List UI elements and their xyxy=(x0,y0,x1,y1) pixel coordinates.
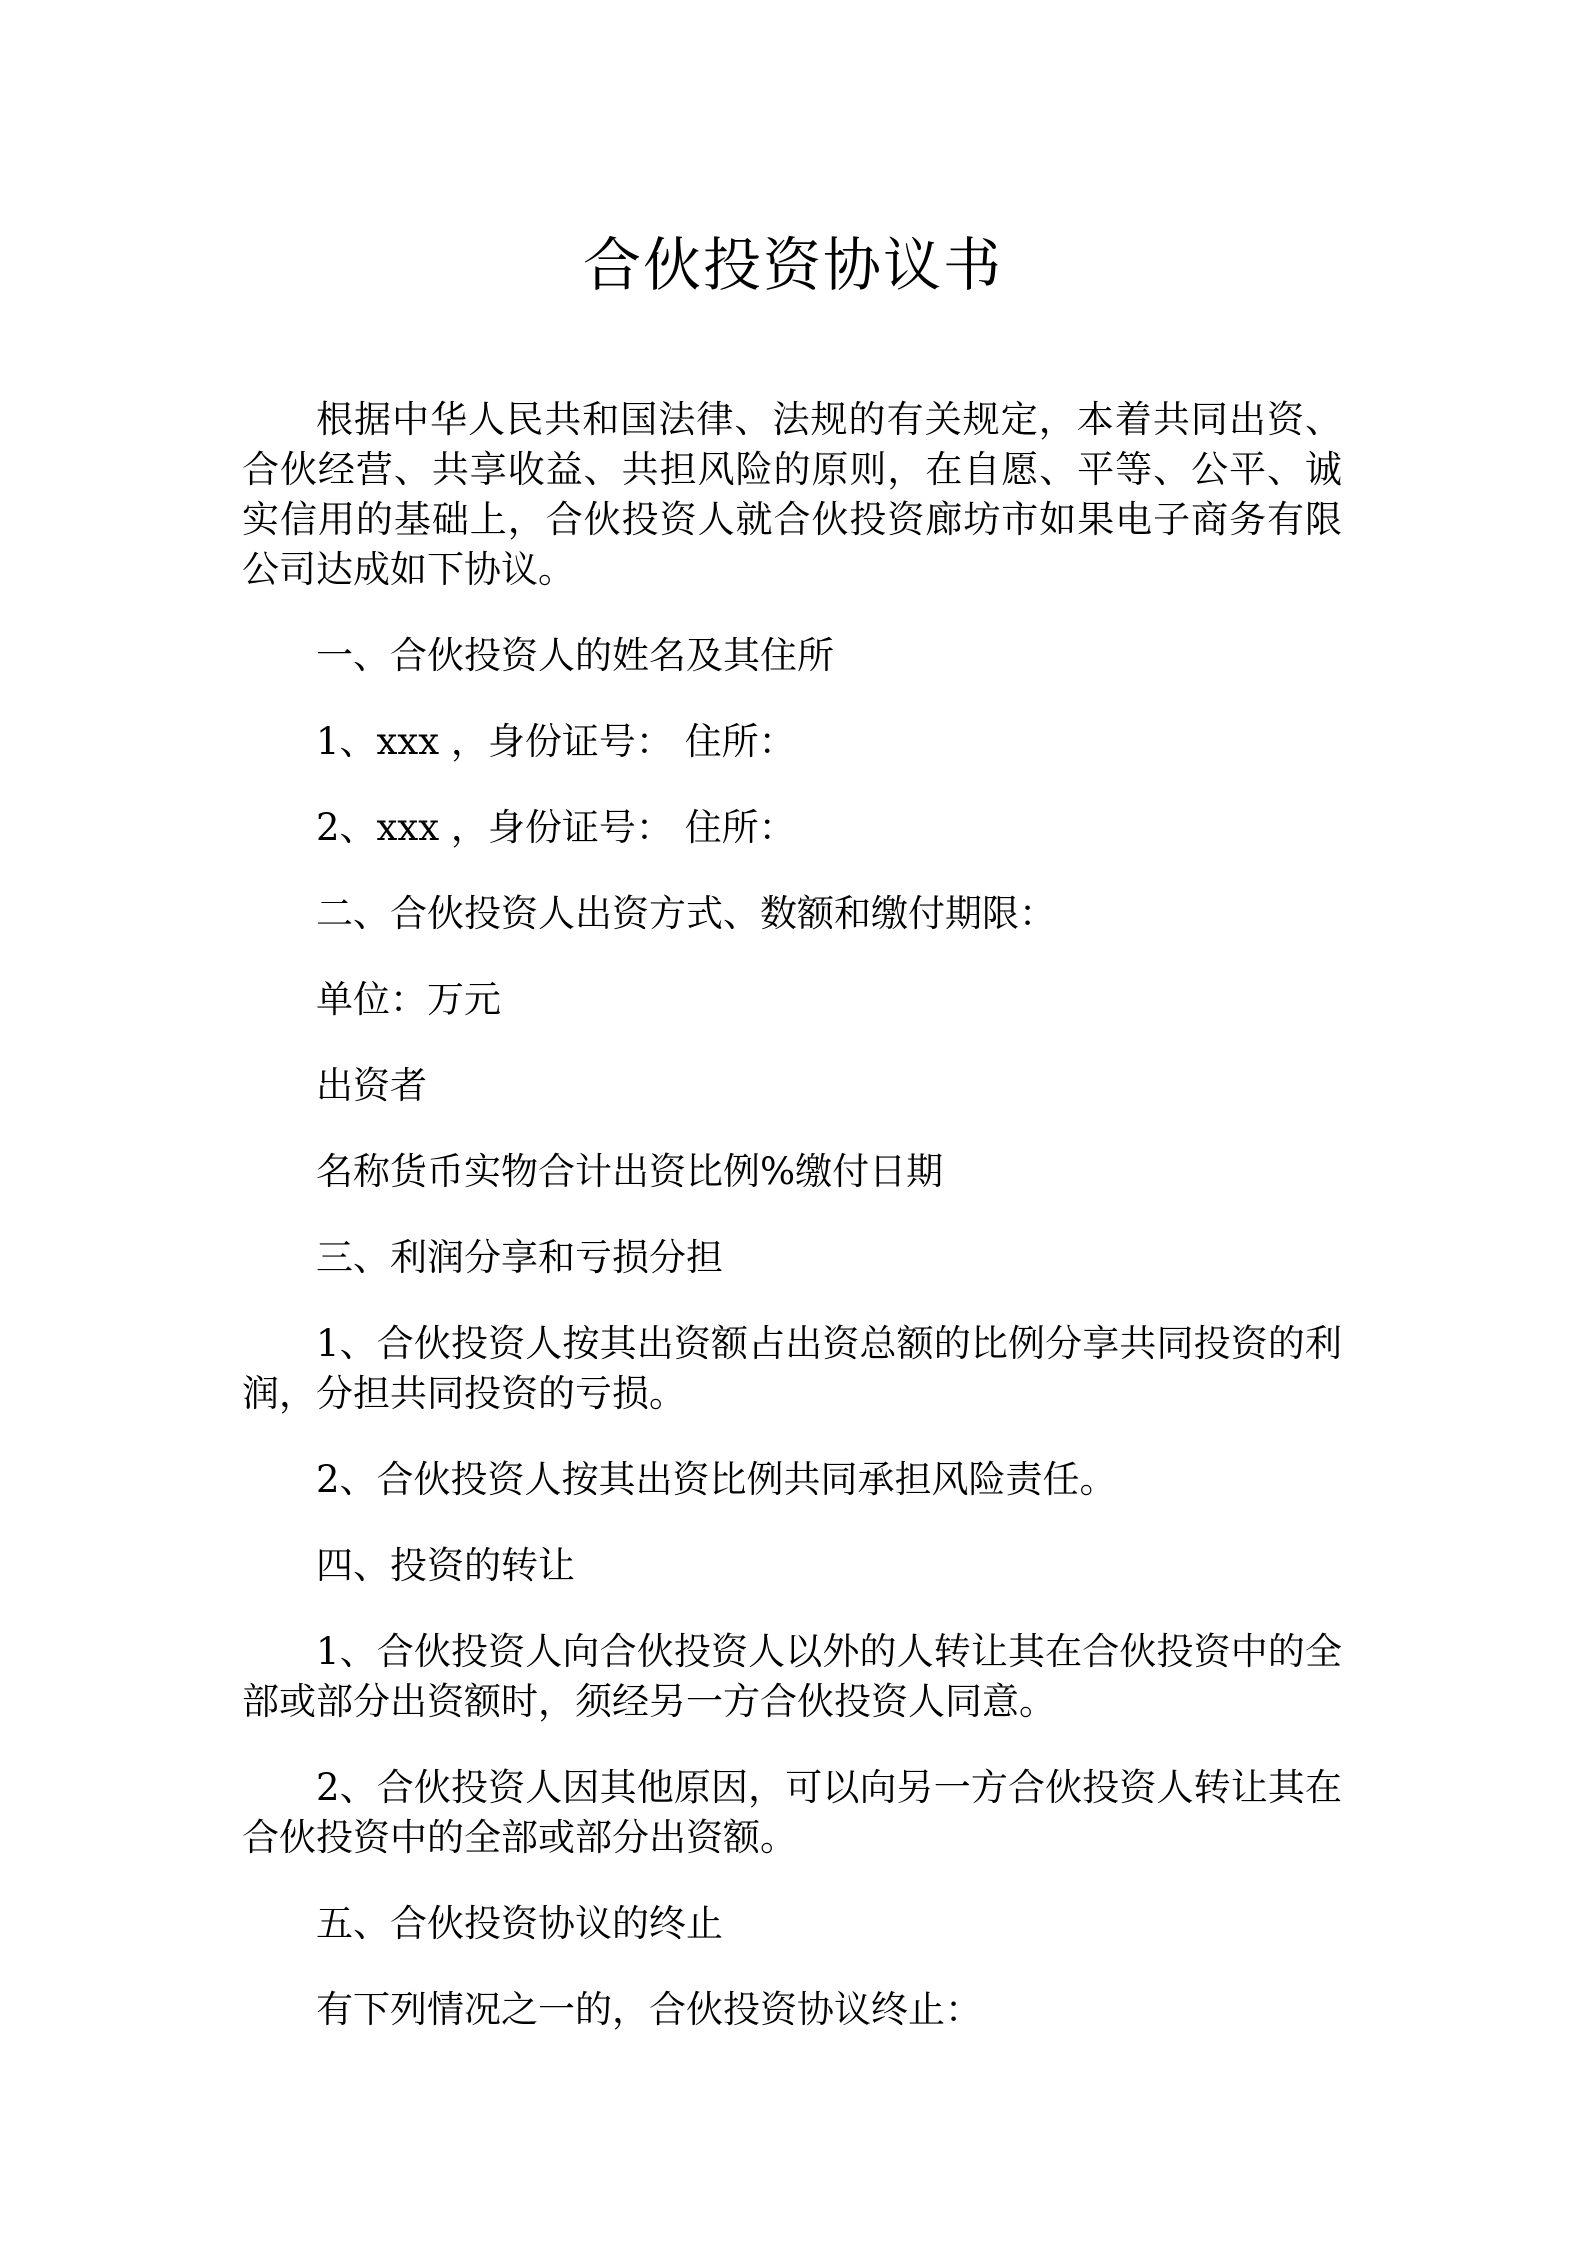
document-body xyxy=(242,395,1342,2071)
section-2-heading: 二、合伙投资人出资方式、数额和缴付期限： xyxy=(316,892,1056,935)
section-4-clause-1: 1、合伙投资人向合伙投资人以外的人转让其在合伙投资中的全部或部分出资额时，须经另一方合伙投资人同意。 xyxy=(242,1630,1342,1723)
unit-line: 单位：万元 xyxy=(316,978,501,1021)
investor-2-line: 2、xxx ，身份证号： 住所： xyxy=(316,806,796,849)
section-5-heading: 五、合伙投资协议的终止 xyxy=(316,1902,723,1945)
contribution-columns-line: 名称货币实物合计出资比例%缴付日期 xyxy=(316,1150,944,1193)
section-4-heading: 四、投资的转让 xyxy=(316,1544,575,1587)
section-1-heading: 一、合伙投资人的姓名及其住所 xyxy=(316,634,834,677)
section-3-clause-1: 1、合伙投资人按其出资额占出资总额的比例分享共同投资的利润，分担共同投资的亏损。 xyxy=(242,1322,1342,1415)
section-5-intro: 有下列情况之一的，合伙投资协议终止： xyxy=(316,1988,982,2031)
document-title: 合伙投资协议书 xyxy=(582,231,1003,299)
preamble-paragraph: 根据中华人民共和国法律、法规的有关规定，本着共同出资、合伙经营、共享收益、共担风险的原则，在自愿、平等、公平、诚实信用的基础上，合伙投资人就合伙投资廊坊市如果电子商务有限公司达成如下协议。 xyxy=(242,398,1342,591)
contributor-line: 出资者 xyxy=(316,1064,427,1107)
investor-1-line: 1、xxx ，身份证号： 住所： xyxy=(316,720,796,763)
section-4-clause-2: 2、合伙投资人因其他原因，可以向另一方合伙投资人转让其在合伙投资中的全部或部分出资额。 xyxy=(242,1766,1342,1859)
section-3-heading: 三、利润分享和亏损分担 xyxy=(316,1236,723,1279)
section-3-clause-2: 2、合伙投资人按其出资比例共同承担风险责任。 xyxy=(316,1458,1117,1501)
